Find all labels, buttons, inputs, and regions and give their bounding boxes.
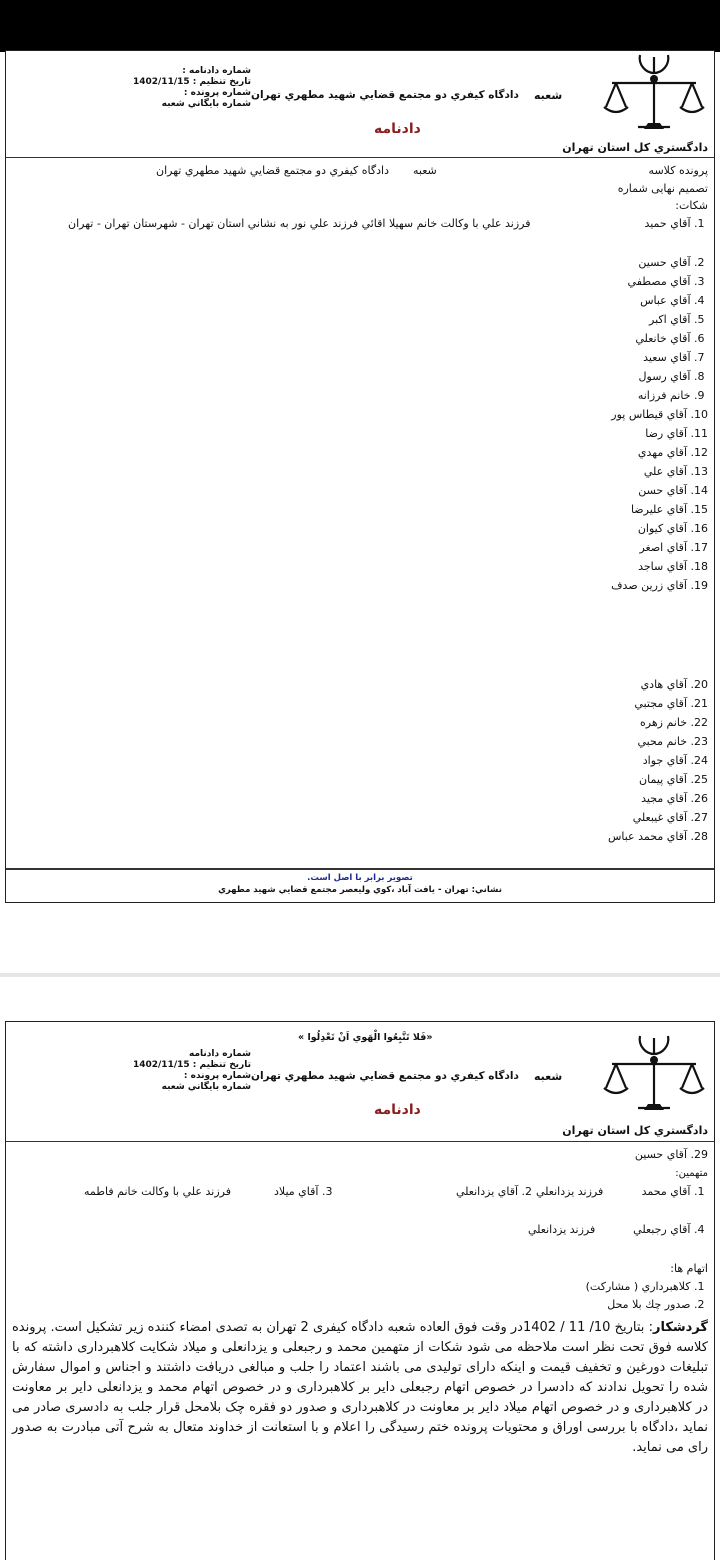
complainant-row — [640, 294, 708, 307]
row-number: 12. — [690, 446, 708, 459]
page-header — [6, 1022, 714, 1142]
row-number: 19. — [690, 579, 708, 592]
page-separator — [0, 973, 720, 977]
complainant-name: آقاي سعيد — [643, 351, 691, 364]
verdict-number-label: شماره دادنامه — [188, 1049, 251, 1059]
row-number: 1. — [694, 1185, 705, 1198]
row-number: 16. — [690, 522, 708, 535]
complainant-name: آقاي محمد عباس — [607, 830, 687, 843]
complainant-name: آقاي قيطاس پور — [611, 408, 687, 421]
accused-details: فرزند يزدانعلي — [536, 1185, 604, 1198]
accused-row — [456, 1185, 536, 1198]
accused-label: متهمين: — [675, 1168, 708, 1179]
complainant-row — [611, 408, 708, 421]
complainant-name: آقاي زرين صدف — [611, 579, 687, 592]
row-number: 27. — [690, 811, 708, 824]
verdict-title: دادنامه — [374, 1102, 421, 1118]
complainant-name: آقاي رسول — [638, 370, 691, 383]
court-general-title: دادگستري كل استان تهران — [562, 1124, 708, 1137]
charge-row — [586, 1280, 708, 1293]
verdict-number-label: شماره دادنامه : — [182, 66, 251, 76]
archive-number-label: شماره بايگاني شعبه — [161, 1082, 251, 1092]
page-header — [6, 51, 714, 158]
proceedings-paragraph — [12, 1318, 708, 1458]
document-page-2 — [5, 1021, 715, 1560]
complainant-row — [638, 256, 708, 269]
row-number: 4. — [694, 1223, 705, 1236]
complainant-row — [639, 541, 708, 554]
complainant-name: آقاي رضا — [645, 427, 687, 440]
issue-date: تاریخ تنظیم : 1402/11/15 — [132, 77, 251, 87]
charges-label: اتهام ها: — [670, 1262, 708, 1275]
row-number: 2. — [694, 1298, 705, 1311]
certified-copy-note: تصوير برابر با اصل است. — [307, 873, 413, 883]
complainant-row — [644, 465, 708, 478]
complainant-row — [628, 275, 708, 288]
complainant-row — [608, 830, 708, 843]
final-decision-label: تصمیم نهایی شماره — [617, 182, 708, 195]
complainant-name: آقاي جواد — [642, 754, 687, 767]
row-number: 18. — [690, 560, 708, 573]
row-number: 3. — [321, 1185, 333, 1198]
complainant-name: آقاي مصطفي — [627, 275, 691, 288]
row-number: 25. — [690, 773, 708, 786]
row-number: 2. — [694, 256, 705, 269]
complainant-row — [644, 217, 708, 230]
complainant-row — [643, 754, 708, 767]
court-name: دادگاه كيفري دو مجتمع قضايي شهيد مطهري تهران — [251, 1070, 519, 1082]
issue-date: تاریخ تنظیم : 1402/11/15 — [132, 1060, 251, 1070]
proceedings-text: : بتاريخ 10/ 11 / 1402در وقت فوق العاده شعبه دادگاه کیفری 2 تهران به تصدی امضاء کننده زیر تشکیل است. پرونده کلاسه فوق تحت نظر است ملاحظه می شود شکات از متهمین محمد و رجبعلی و یزدانعلی و میلاد شکایت کلاهبرداری داشته که با تبلیغات دورغین و تخفیف قیمت و اینکه دارای تولیدی می باشند اعتماد را جلب و مبالغی دریافت داشتند و اجناس و اموال سفارش شده را تحویل ندادند که دادسرا در خصوص اتهام رجبعلی دایر بر کلاهبرداری و در خصوص اتهام محمد و یزدانعلی دایر بر معاونت در کلاهبرداری و در خصوص اتهام میلاد دایر بر معاونت در کلاهبرداری و صدور دو فقره چک بلامحل قرار جلب به دادسری صادر می نماید ،دادگاه با بررسی اوراق و محتویات پرونده ختم رسیدگی را اعلام و با استعانت از خداوند متعال به شرح آتی مبادرت به صدور رای می نماید. — [12, 1320, 708, 1455]
complainant-row — [638, 389, 708, 402]
complainant-name: آقاي عباس — [640, 294, 691, 307]
complainant-row — [635, 1148, 708, 1161]
complainant-row — [649, 313, 708, 326]
complainant-row — [641, 792, 708, 805]
accused-name: آقاي يزدانعلي — [456, 1185, 519, 1198]
court-address: نشاني: تهران - يافت آباد ،كوي وليعصر مجتمع قضايي شهيد مطهري — [218, 885, 502, 895]
complainant-row — [637, 735, 708, 748]
complainant-row — [634, 697, 708, 710]
archive-number-label: شماره بايگاني شعبه — [161, 99, 251, 109]
complainant-name: آقاي مجتبي — [634, 697, 687, 710]
row-number: 3. — [694, 275, 705, 288]
proceedings-label: گردشكار — [652, 1320, 708, 1335]
complainant-row — [635, 332, 708, 345]
row-number: 15. — [690, 503, 708, 516]
quran-verse: «فَلا تَتَّبِعُوا الْهَوي اَنْ تَعْدِلُوا » — [298, 1032, 433, 1043]
complainant-row — [638, 484, 708, 497]
row-number: 7. — [694, 351, 705, 364]
complainant-name: آقاي اصغر — [639, 541, 687, 554]
complainant-name: آقاي ساجد — [638, 560, 687, 573]
complainant-name: خانم زهره — [640, 716, 687, 729]
branch-label: شعبه — [534, 1070, 563, 1083]
accused-name: آقاي رجبعلي — [633, 1223, 691, 1236]
complainant-name: آقاي غيبعلي — [632, 811, 687, 824]
complainant-name: خانم فرزانه — [637, 389, 691, 402]
court-name: دادگاه كيفري دو مجتمع قضايي شهيد مطهري تهران — [251, 89, 519, 101]
complainant-name: آقاي حسين — [638, 256, 691, 269]
court-general-title: دادگستري كل استان تهران — [562, 141, 708, 154]
complainant-name: آقاي خانعلي — [635, 332, 691, 345]
accused-row — [633, 1223, 708, 1236]
charge-text: كلاهبرداري ( مشاركت) — [585, 1280, 691, 1293]
row-number: 5. — [694, 313, 705, 326]
complainant-name: آقاي پيمان — [639, 773, 687, 786]
charge-text: صدور چك بلا محل — [607, 1298, 691, 1311]
row-number: 21. — [690, 697, 708, 710]
page-gap — [0, 903, 720, 1021]
row-number: 29. — [690, 1148, 708, 1161]
header-meta — [131, 1049, 251, 1093]
complainant-row — [645, 427, 708, 440]
file-number-label: شماره پرونده : — [183, 88, 251, 98]
row-number: 4. — [694, 294, 705, 307]
complainant-name: آقاي اكبر — [649, 313, 691, 326]
complainant-name: آقاي كيوان — [637, 522, 687, 535]
header-meta — [131, 66, 251, 110]
complainant-row — [643, 351, 708, 364]
complainant-name: آقاي مجيد — [641, 792, 687, 805]
accused-details: فرزند يزدانعلي — [528, 1223, 596, 1236]
complainant-row — [638, 560, 708, 573]
row-number: 8. — [694, 370, 705, 383]
plaintiffs-label: شكات: — [675, 199, 708, 212]
row-number: 11. — [690, 427, 708, 440]
complainant-name: خانم محبي — [637, 735, 687, 748]
file-class-label: پرونده كلاسه — [648, 164, 708, 177]
complainant-row — [640, 716, 708, 729]
complainant-name: آقاي حسين — [634, 1148, 687, 1161]
intro-branch-label: شعبه — [413, 164, 437, 177]
accused-details: فرزند علي با وكالت خانم فاطمه — [84, 1185, 231, 1198]
verdict-title: دادنامه — [374, 121, 421, 137]
row-number: 13. — [690, 465, 708, 478]
complainant-row — [638, 446, 708, 459]
document-page-1 — [5, 50, 715, 903]
complainant-row — [694, 598, 708, 611]
intro-court-name: دادگاه كيفري دو مجتمع قضايي شهيد مطهري تهران — [156, 164, 389, 177]
accused-row — [274, 1185, 336, 1198]
complainant-row — [639, 773, 708, 786]
judiciary-emblem-icon — [602, 1034, 706, 1118]
row-number: 9. — [694, 389, 705, 402]
row-number: 14. — [690, 484, 708, 497]
row-number: 26. — [690, 792, 708, 805]
row-number: 24. — [690, 754, 708, 767]
complainant-row — [641, 678, 708, 691]
judiciary-emblem-icon — [602, 53, 706, 137]
branch-label: شعبه — [534, 89, 563, 102]
footer-divider — [6, 868, 714, 870]
row-number: 1. — [694, 1280, 705, 1293]
file-number-label: شماره پرونده : — [183, 1071, 251, 1081]
complainant-name: آقاي علي — [643, 465, 687, 478]
row-number: 2. — [521, 1185, 533, 1198]
complainant-name: آقاي مهدي — [637, 446, 687, 459]
complainant-row — [639, 370, 708, 383]
complainant-name: آقاي عليرضا — [630, 503, 687, 516]
accused-row — [642, 1185, 708, 1198]
accused-name: آقاي ميلاد — [274, 1185, 319, 1198]
complainant-row — [611, 579, 708, 592]
row-number: 6. — [694, 332, 705, 345]
charge-row — [607, 1298, 708, 1311]
complainant-name: آقاي هادي — [640, 678, 687, 691]
row-number: 23. — [690, 735, 708, 748]
complainant-row — [638, 522, 708, 535]
row-number: 10. — [690, 408, 708, 421]
complainant-row — [633, 811, 708, 824]
row-number: 22. — [690, 716, 708, 729]
accused-name: آقاي محمد — [641, 1185, 691, 1198]
row-number: 20. — [690, 678, 708, 691]
row-number: 28. — [690, 830, 708, 843]
row-number: 17. — [690, 541, 708, 554]
complainant-name: آقاي حميد — [644, 217, 691, 230]
top-black-bar — [0, 0, 720, 52]
complainant-details: فرزند علي با وكالت خانم سهيلا اقائي فرزند علي نور به نشاني استان تهران - شهرستان تهران - تهران — [68, 217, 531, 230]
row-number: 1. — [694, 217, 705, 230]
complainant-row — [631, 503, 708, 516]
complainant-name: آقاي حسن — [638, 484, 687, 497]
